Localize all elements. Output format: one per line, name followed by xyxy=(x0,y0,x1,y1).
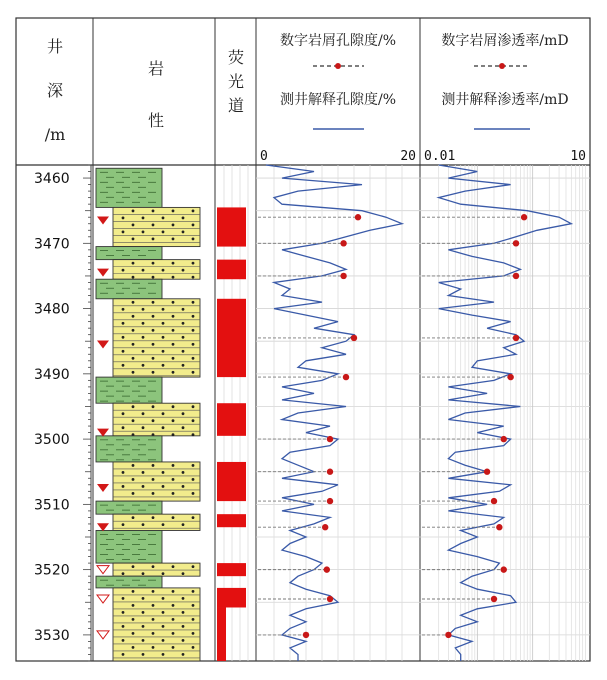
fluorescence-header-2: 光 xyxy=(227,72,245,91)
sandstone-grain-dot xyxy=(122,639,125,642)
perm-cuttings-legend-dot xyxy=(499,63,505,69)
sandstone-grain-dot xyxy=(172,618,175,621)
perm-scale-max: 10 xyxy=(570,149,586,164)
sandstone-grain-dot xyxy=(142,217,145,220)
sandstone-grain-dot xyxy=(132,516,135,519)
sandstone-grain-dot xyxy=(172,262,175,265)
sandstone-grain-dot xyxy=(172,492,175,495)
sandstone-grain-dot xyxy=(142,269,145,272)
sandstone-grain-dot xyxy=(192,357,195,360)
sandstone-grain-dot xyxy=(182,217,185,220)
sandstone-grain-dot xyxy=(182,572,185,575)
sandstone-grain-dot xyxy=(172,357,175,360)
sandstone-grain-dot xyxy=(122,350,125,353)
sandstone-grain-dot xyxy=(192,276,195,279)
sandstone-grain-dot xyxy=(122,269,125,272)
sandstone-grain-dot xyxy=(152,329,155,332)
sandstone-grain-dot xyxy=(122,653,125,656)
sandstone-grain-dot xyxy=(182,364,185,367)
sandstone-grain-dot xyxy=(162,269,165,272)
oil-show-marker-hollow xyxy=(97,631,109,639)
sandstone-grain-dot xyxy=(152,238,155,241)
lithology-sandstone-bed xyxy=(113,299,200,377)
sandstone-grain-dot xyxy=(172,478,175,481)
sandstone-grain-dot xyxy=(192,329,195,332)
sandstone-grain-dot xyxy=(192,632,195,635)
oil-show-marker-filled xyxy=(97,429,109,437)
permeability-cuttings-point xyxy=(501,566,507,572)
sandstone-grain-dot xyxy=(152,405,155,408)
permeability-cuttings-point xyxy=(521,214,527,220)
oil-show-marker-filled xyxy=(97,484,109,492)
permeability-cuttings-point xyxy=(513,335,519,341)
porosity-cuttings-point xyxy=(340,273,346,279)
permeability-cuttings-point xyxy=(501,436,507,442)
sandstone-grain-dot xyxy=(142,611,145,614)
sandstone-grain-dot xyxy=(122,611,125,614)
sandstone-grain-dot xyxy=(142,639,145,642)
sandstone-grain-dot xyxy=(172,565,175,568)
sandstone-grain-dot xyxy=(152,276,155,279)
permeability-cuttings-point xyxy=(513,273,519,279)
porosity-log-curve xyxy=(266,165,402,661)
track-gridlines xyxy=(224,165,590,661)
sandstone-grain-dot xyxy=(182,471,185,474)
lithology-header-2: 性 xyxy=(147,111,165,130)
fluorescence-interval xyxy=(217,607,226,661)
permeability-cuttings-point xyxy=(491,596,497,602)
fluorescence-interval xyxy=(217,299,246,377)
fluorescence-header-1: 荧 xyxy=(227,48,245,67)
sandstone-grain-dot xyxy=(122,485,125,488)
lithology-sandstone-bed xyxy=(113,588,200,661)
sandstone-grain-dot xyxy=(172,464,175,467)
sandstone-grain-dot xyxy=(162,217,165,220)
lithology-sandstone-bed xyxy=(113,207,200,246)
sandstone-grain-dot xyxy=(142,653,145,656)
sandstone-grain-dot xyxy=(132,618,135,621)
sandstone-grain-dot xyxy=(192,405,195,408)
sandstone-grain-dot xyxy=(192,478,195,481)
sandstone-grain-dot xyxy=(152,357,155,360)
sandstone-grain-dot xyxy=(142,426,145,429)
sandstone-grain-dot xyxy=(142,485,145,488)
sandstone-grain-dot xyxy=(152,478,155,481)
perm-scale-min: 0.01 xyxy=(424,149,456,164)
porosity-cuttings-point xyxy=(340,240,346,246)
sandstone-grain-dot xyxy=(132,329,135,332)
fluorescence-interval xyxy=(217,514,246,527)
sandstone-grain-dot xyxy=(122,625,125,628)
sandstone-grain-dot xyxy=(192,262,195,265)
sandstone-grain-dot xyxy=(192,565,195,568)
sandstone-grain-dot xyxy=(122,426,125,429)
porosity-scale-min: 0 xyxy=(260,149,268,164)
permeability-track xyxy=(422,165,571,661)
sandstone-grain-dot xyxy=(162,364,165,367)
sandstone-grain-dot xyxy=(132,371,135,374)
sandstone-grain-dot xyxy=(132,238,135,241)
permeability-cuttings-point xyxy=(507,374,513,380)
sandstone-grain-dot xyxy=(122,322,125,325)
sandstone-grain-dot xyxy=(142,364,145,367)
depth-track xyxy=(34,165,91,661)
fluorescence-interval xyxy=(217,260,246,280)
permeability-cuttings-point xyxy=(445,632,451,638)
sandstone-grain-dot xyxy=(132,478,135,481)
sandstone-grain-dot xyxy=(142,322,145,325)
sandstone-grain-dot xyxy=(132,419,135,422)
sandstone-grain-dot xyxy=(192,238,195,241)
sandstone-grain-dot xyxy=(172,301,175,304)
lithology-mudstone-bed xyxy=(96,501,162,514)
fluorescence-header-3: 道 xyxy=(227,96,245,115)
fluorescence-interval xyxy=(217,207,246,246)
fluorescence-interval xyxy=(217,403,246,436)
permeability-cuttings-point xyxy=(496,524,502,530)
porosity-cuttings-point xyxy=(355,214,361,220)
sandstone-grain-dot xyxy=(172,276,175,279)
sandstone-grain-dot xyxy=(192,315,195,318)
sandstone-grain-dot xyxy=(172,210,175,213)
oil-show-marker-filled xyxy=(97,216,109,224)
sandstone-grain-dot xyxy=(132,604,135,607)
sandstone-grain-dot xyxy=(162,231,165,234)
depth-label: 3520 xyxy=(34,562,70,579)
sandstone-grain-dot xyxy=(122,572,125,575)
sandstone-grain-dot xyxy=(182,611,185,614)
sandstone-grain-dot xyxy=(182,625,185,628)
sandstone-grain-dot xyxy=(182,523,185,526)
sandstone-grain-dot xyxy=(152,210,155,213)
sandstone-grain-dot xyxy=(152,632,155,635)
sandstone-grain-dot xyxy=(122,217,125,220)
sandstone-grain-dot xyxy=(152,646,155,649)
sandstone-grain-dot xyxy=(142,231,145,234)
porosity-track xyxy=(258,165,402,661)
sandstone-grain-dot xyxy=(132,210,135,213)
porosity-cuttings-point xyxy=(327,596,333,602)
sandstone-grain-dot xyxy=(122,471,125,474)
sandstone-grain-dot xyxy=(162,523,165,526)
sandstone-grain-dot xyxy=(172,419,175,422)
sandstone-grain-dot xyxy=(192,516,195,519)
sandstone-grain-dot xyxy=(132,262,135,265)
sandstone-grain-dot xyxy=(192,433,195,436)
sandstone-grain-dot xyxy=(142,412,145,415)
sandstone-grain-dot xyxy=(162,625,165,628)
sandstone-grain-dot xyxy=(132,224,135,227)
depth-label: 3470 xyxy=(34,236,70,253)
sandstone-grain-dot xyxy=(192,590,195,593)
depth-label: 3500 xyxy=(34,432,70,449)
porosity-cuttings-point xyxy=(327,436,333,442)
sandstone-grain-dot xyxy=(182,639,185,642)
depth-label: 3530 xyxy=(34,627,70,644)
lithology-sandstone-bed xyxy=(113,563,200,576)
sandstone-grain-dot xyxy=(132,565,135,568)
sandstone-grain-dot xyxy=(192,492,195,495)
sandstone-grain-dot xyxy=(192,618,195,621)
sandstone-grain-dot xyxy=(182,336,185,339)
lithology-sandstone-bed xyxy=(113,462,200,501)
sandstone-grain-dot xyxy=(132,315,135,318)
porosity-cuttings-point xyxy=(324,566,330,572)
sandstone-grain-dot xyxy=(152,516,155,519)
porosity-cuttings-point xyxy=(322,524,328,530)
sandstone-grain-dot xyxy=(152,618,155,621)
sandstone-grain-dot xyxy=(192,224,195,227)
permeability-cuttings-point xyxy=(513,240,519,246)
fluorescence-interval xyxy=(217,588,246,608)
sandstone-grain-dot xyxy=(122,597,125,600)
sandstone-grain-dot xyxy=(162,471,165,474)
oil-show-marker-filled xyxy=(97,523,109,531)
sandstone-grain-dot xyxy=(182,269,185,272)
sandstone-grain-dot xyxy=(162,597,165,600)
lithology-sandstone-bed xyxy=(113,260,200,280)
sandstone-grain-dot xyxy=(152,301,155,304)
sandstone-grain-dot xyxy=(192,210,195,213)
sandstone-grain-dot xyxy=(162,412,165,415)
sandstone-grain-dot xyxy=(132,276,135,279)
sandstone-grain-dot xyxy=(182,485,185,488)
sandstone-grain-dot xyxy=(152,371,155,374)
sandstone-grain-dot xyxy=(172,604,175,607)
porosity-cuttings-title: 数字岩屑孔隙度/% xyxy=(279,33,397,49)
lithology-mudstone-bed xyxy=(96,576,162,588)
porosity-cuttings-point xyxy=(303,632,309,638)
sandstone-grain-dot xyxy=(182,350,185,353)
sandstone-grain-dot xyxy=(172,343,175,346)
lithology-mudstone-bed xyxy=(96,530,162,563)
sandstone-grain-dot xyxy=(132,301,135,304)
depth-label: 3460 xyxy=(34,171,70,188)
sandstone-grain-dot xyxy=(122,523,125,526)
porosity-cuttings-point xyxy=(351,335,357,341)
sandstone-grain-dot xyxy=(192,419,195,422)
sandstone-grain-dot xyxy=(192,343,195,346)
porosity-scale-max: 20 xyxy=(400,149,416,164)
oil-show-marker-hollow xyxy=(97,595,109,603)
sandstone-grain-dot xyxy=(152,315,155,318)
sandstone-grain-dot xyxy=(182,426,185,429)
sandstone-grain-dot xyxy=(172,224,175,227)
sandstone-grain-dot xyxy=(162,653,165,656)
sandstone-grain-dot xyxy=(162,572,165,575)
sandstone-grain-dot xyxy=(182,322,185,325)
sandstone-grain-dot xyxy=(152,492,155,495)
sandstone-grain-dot xyxy=(142,336,145,339)
sandstone-grain-dot xyxy=(192,646,195,649)
sandstone-grain-dot xyxy=(162,485,165,488)
sandstone-grain-dot xyxy=(152,590,155,593)
sandstone-grain-dot xyxy=(172,433,175,436)
sandstone-grain-dot xyxy=(172,632,175,635)
lithology-mudstone-bed xyxy=(96,247,162,260)
sandstone-grain-dot xyxy=(182,412,185,415)
sandstone-grain-dot xyxy=(152,565,155,568)
depth-header-3: /m xyxy=(44,125,66,144)
sandstone-grain-dot xyxy=(172,516,175,519)
permeability-cuttings-point xyxy=(491,498,497,504)
sandstone-grain-dot xyxy=(172,329,175,332)
permeability-cuttings-point xyxy=(484,469,490,475)
sandstone-grain-dot xyxy=(132,357,135,360)
porosity-cuttings-point xyxy=(327,498,333,504)
lithology-mudstone-bed xyxy=(96,279,162,299)
porosity-cuttings-legend-dot xyxy=(335,63,341,69)
sandstone-grain-dot xyxy=(182,653,185,656)
permeability-log-curve xyxy=(439,165,572,661)
sandstone-grain-dot xyxy=(122,364,125,367)
sandstone-grain-dot xyxy=(152,604,155,607)
sandstone-grain-dot xyxy=(122,412,125,415)
depth-header-1: 井 xyxy=(46,37,64,56)
depth-header-2: 深 xyxy=(46,81,64,100)
depth-label: 3480 xyxy=(34,301,70,318)
sandstone-grain-dot xyxy=(152,464,155,467)
porosity-log-title: 测井解释孔隙度/% xyxy=(279,92,397,108)
perm-log-title: 测井解释渗透率/mD xyxy=(441,92,569,108)
sandstone-grain-dot xyxy=(162,308,165,311)
sandstone-grain-dot xyxy=(142,523,145,526)
lithology-mudstone-bed xyxy=(96,168,162,207)
sandstone-grain-dot xyxy=(132,590,135,593)
oil-show-marker-hollow xyxy=(97,566,109,574)
sandstone-grain-dot xyxy=(162,350,165,353)
sandstone-grain-dot xyxy=(162,639,165,642)
sandstone-grain-dot xyxy=(132,405,135,408)
sandstone-grain-dot xyxy=(152,262,155,265)
fluorescence-interval xyxy=(217,563,246,576)
sandstone-grain-dot xyxy=(122,308,125,311)
depth-label: 3510 xyxy=(34,497,70,514)
lithology-track xyxy=(96,168,200,661)
fluorescence-interval xyxy=(217,462,246,501)
sandstone-grain-dot xyxy=(182,231,185,234)
sandstone-grain-dot xyxy=(172,238,175,241)
sandstone-grain-dot xyxy=(162,611,165,614)
sandstone-grain-dot xyxy=(132,646,135,649)
fluorescence-track xyxy=(217,207,246,661)
sandstone-grain-dot xyxy=(162,426,165,429)
sandstone-grain-dot xyxy=(152,224,155,227)
porosity-cuttings-point xyxy=(327,469,333,475)
sandstone-grain-dot xyxy=(162,336,165,339)
sandstone-grain-dot xyxy=(192,371,195,374)
sandstone-grain-dot xyxy=(122,336,125,339)
sandstone-grain-dot xyxy=(172,371,175,374)
porosity-cuttings-point xyxy=(343,374,349,380)
sandstone-grain-dot xyxy=(122,231,125,234)
sandstone-grain-dot xyxy=(172,590,175,593)
sandstone-grain-dot xyxy=(192,301,195,304)
sandstone-grain-dot xyxy=(182,308,185,311)
oil-show-marker-filled xyxy=(97,269,109,277)
sandstone-grain-dot xyxy=(142,597,145,600)
sandstone-grain-dot xyxy=(152,343,155,346)
sandstone-grain-dot xyxy=(142,572,145,575)
sandstone-grain-dot xyxy=(172,405,175,408)
sandstone-grain-dot xyxy=(172,646,175,649)
sandstone-grain-dot xyxy=(192,604,195,607)
sandstone-grain-dot xyxy=(132,632,135,635)
sandstone-grain-dot xyxy=(132,492,135,495)
sandstone-grain-dot xyxy=(132,464,135,467)
sandstone-grain-dot xyxy=(142,350,145,353)
perm-cuttings-title: 数字岩屑渗透率/mD xyxy=(441,33,569,49)
sandstone-grain-dot xyxy=(142,471,145,474)
sandstone-grain-dot xyxy=(142,625,145,628)
sandstone-grain-dot xyxy=(152,419,155,422)
sandstone-grain-dot xyxy=(162,322,165,325)
sandstone-grain-dot xyxy=(142,308,145,311)
lithology-header-1: 岩 xyxy=(147,59,165,78)
sandstone-grain-dot xyxy=(132,343,135,346)
sandstone-grain-dot xyxy=(192,464,195,467)
sandstone-grain-dot xyxy=(182,597,185,600)
sandstone-grain-dot xyxy=(172,315,175,318)
oil-show-marker-filled xyxy=(97,340,109,348)
depth-label: 3490 xyxy=(34,366,70,383)
